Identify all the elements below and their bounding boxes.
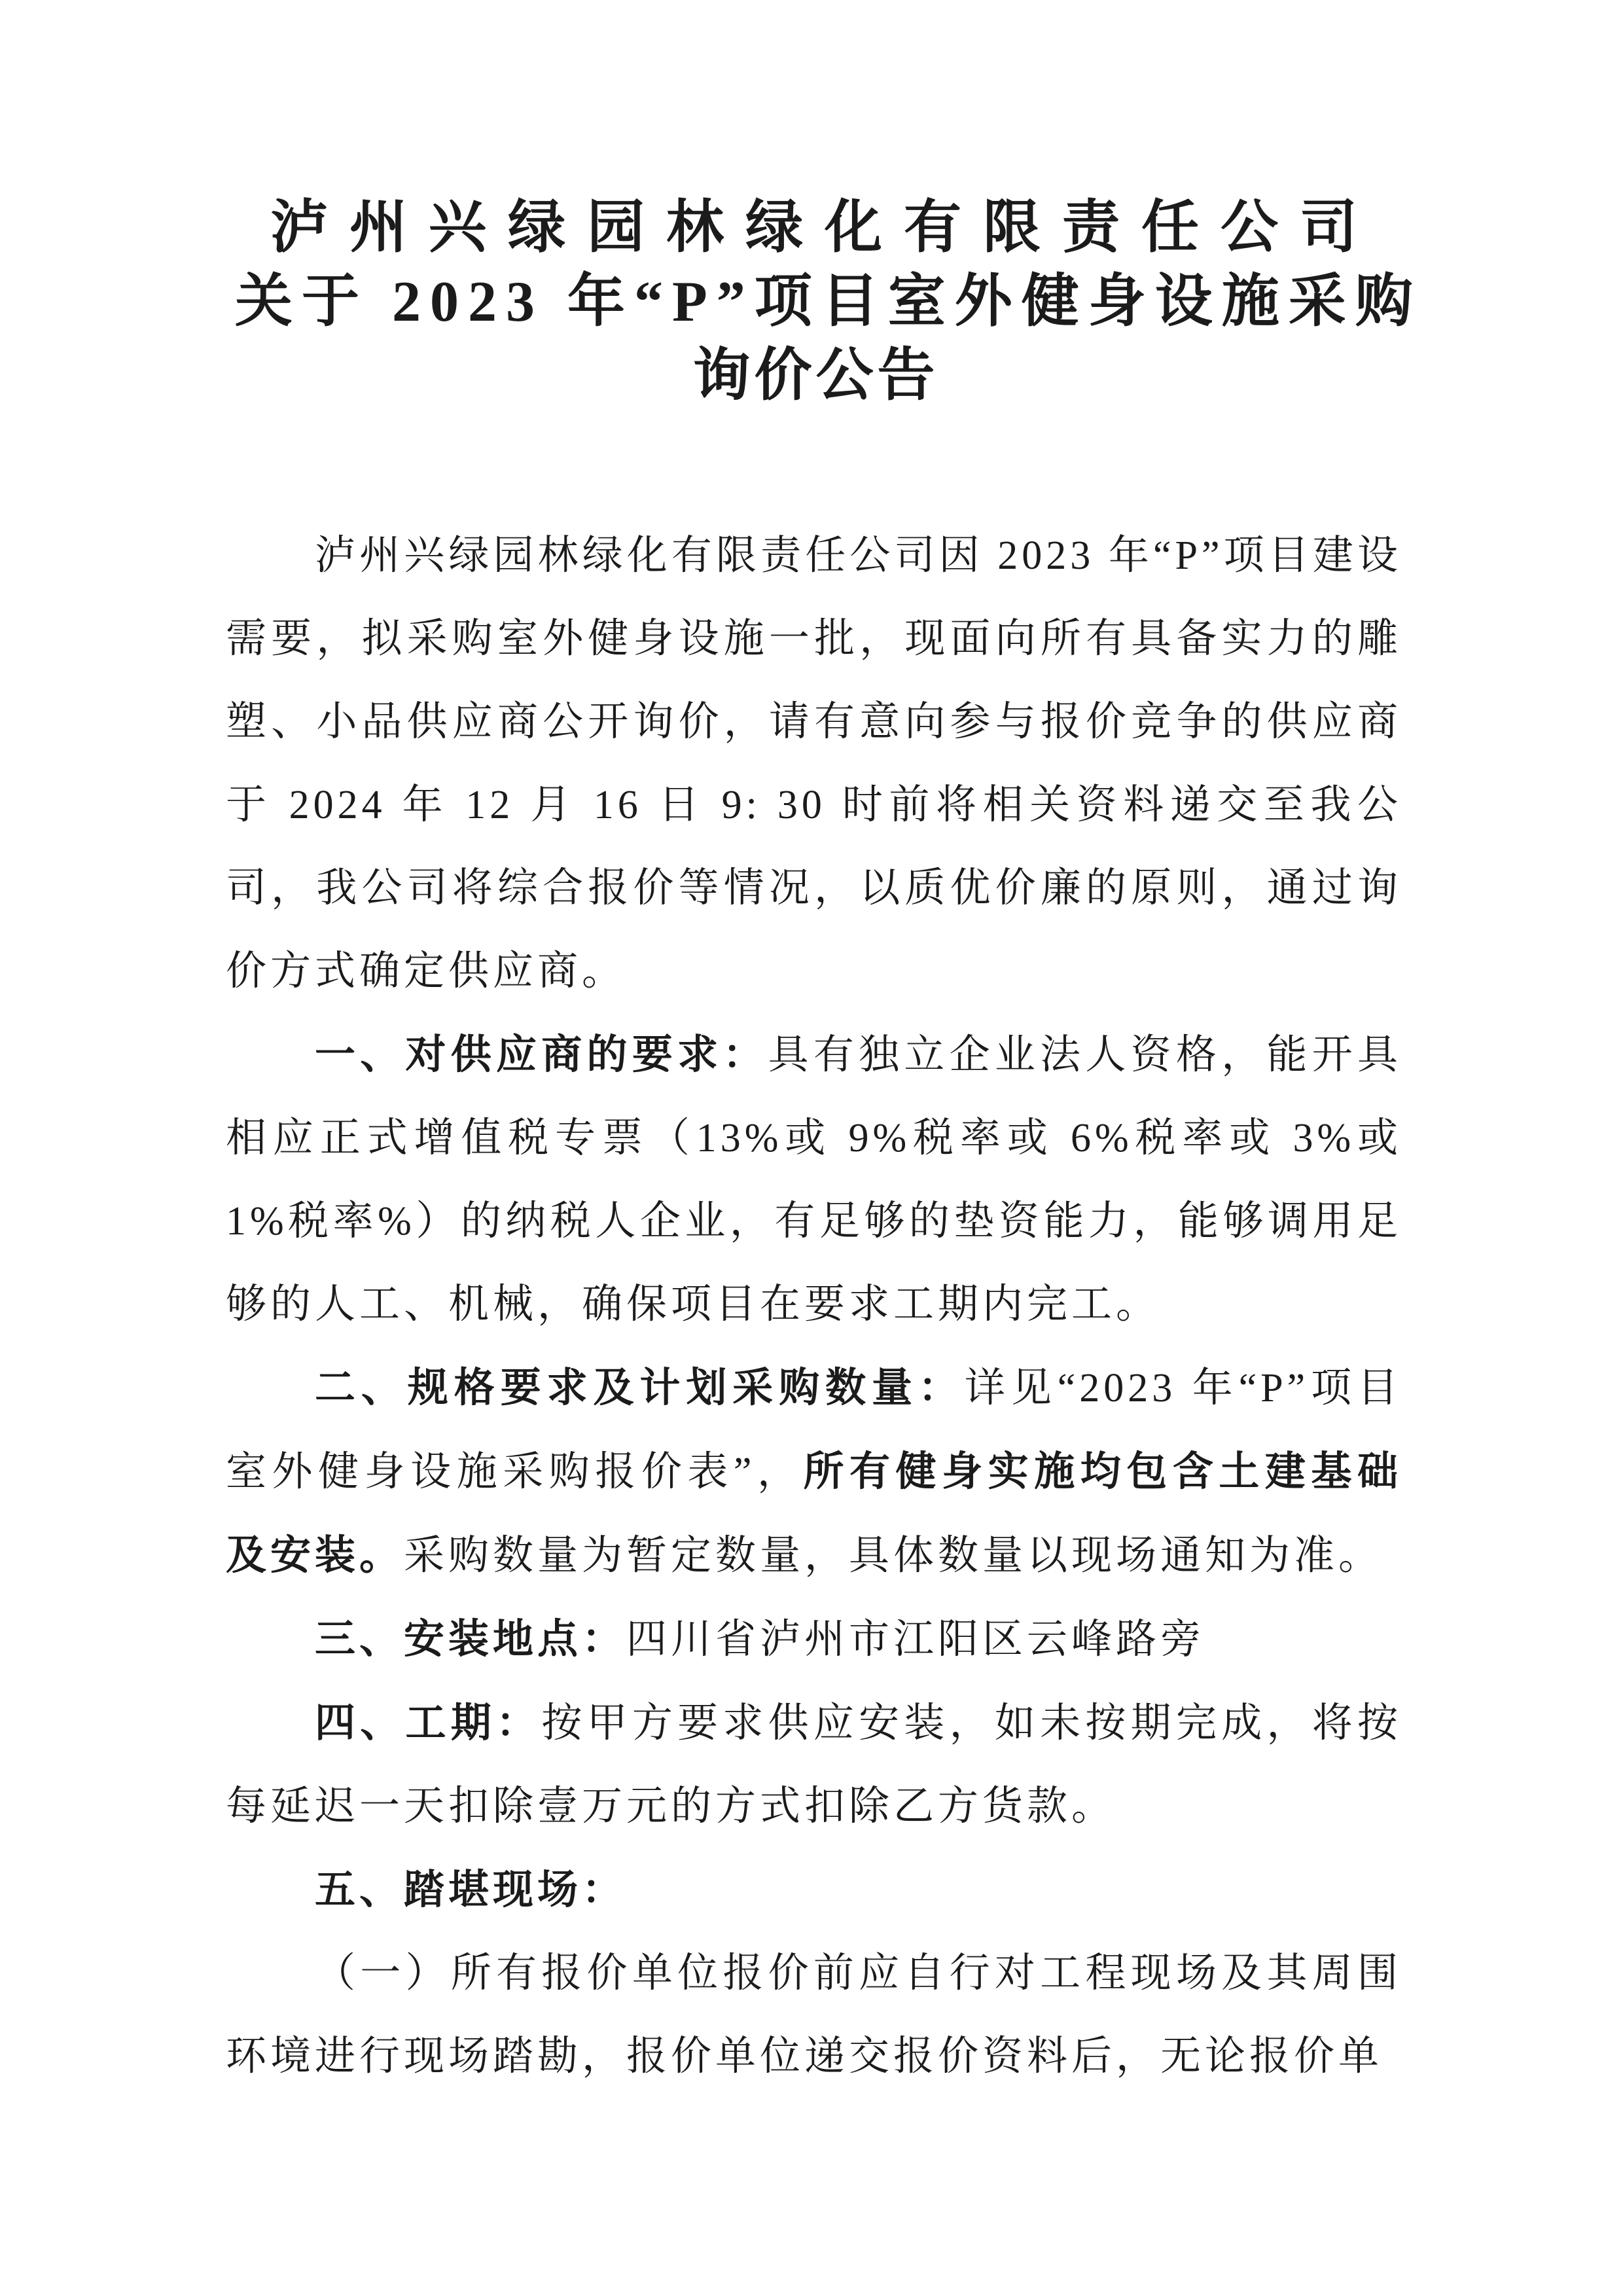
title-line-notice-type: 询价公告: [692, 344, 939, 408]
document-title: [226, 191, 1422, 413]
document-body: [226, 514, 1402, 2098]
title-line-company: 泸州兴绿园林绿化有限责任公司: [270, 196, 1379, 260]
title-line-subject: 关于 2023 年“P”项目室外健身设施采购: [235, 270, 1422, 334]
body-text: 采购数量为暂定数量，具体数量以现场通知为准。: [404, 1534, 1383, 1578]
body-text: （一）所有报价单位报价前应自行对工程现场及其周围环境进行现场踏勘，报价单位递交报价资料后，无论报价单: [226, 1951, 1402, 2079]
section-heading-text: 四、工期：: [315, 1700, 542, 1746]
section-heading-text: 三、安装地点：: [315, 1617, 627, 1662]
body-text: 具有独立企业法人资格，能开具相应正式增值税专票（13%或 9%税率或 6%税率或 3%或 1%税率%）的纳税人企业，有足够的垫资能力，能够调用足够的人工、机械，确保项目在要求工期内完工。: [226, 1033, 1402, 1327]
body-text: 按甲方要求供应安装，如未按期完成，将按每延迟一天扣除壹万元的方式扣除乙方货款。: [226, 1701, 1402, 1829]
paragraph-intro: [226, 514, 1402, 1013]
paragraph-site-visit-item-1: [226, 1932, 1402, 2098]
body-text: 详见“2023 年“P”项目室外健身设施采购报价表”，: [226, 1366, 1402, 1494]
body-text: 四川省泸州市江阳区云峰路旁: [626, 1617, 1205, 1662]
paragraph-section-1-supplier-requirements: [226, 1013, 1402, 1346]
paragraph-section-3-install-location: [226, 1598, 1402, 1681]
paragraph-section-4-work-schedule: [226, 1681, 1402, 1848]
body-text: 泸州兴绿园林绿化有限责任公司因 2023 年“P”项目建设需要，拟采购室外健身设施一批，现面向所有具备实力的雕塑、小品供应商公开询价，请有意向参与报价竞争的供应商于 2024 年 12 月 16 日 9: 30 时前将相关资料递交至我公司，我公司将综合报价等情况，以质优价廉的原则，通过询价方式确定供应商。: [226, 533, 1402, 994]
paragraph-section-2-specs-and-quantity: [226, 1346, 1402, 1598]
section-heading-text: 一、对供应商的要求：: [315, 1032, 768, 1077]
section-heading-text: 所有健身实施均包含土建基础及安装。: [226, 1449, 1402, 1578]
paragraph-section-5-site-visit: [226, 1848, 1402, 1932]
section-heading-text: 二、规格要求及计划采购数量：: [315, 1365, 965, 1410]
section-heading-text: 五、踏堪现场：: [315, 1867, 627, 1912]
